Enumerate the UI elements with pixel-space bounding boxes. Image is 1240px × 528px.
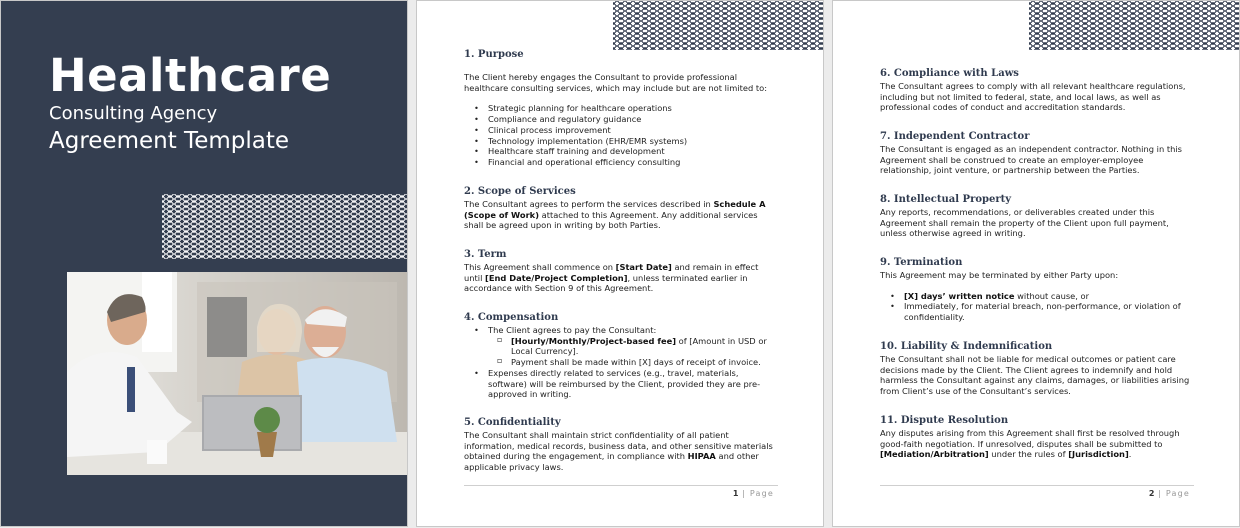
section-text: The Consultant shall not be liable for medical outcomes or patient care decisions made by the Client. The Client agrees to indemnify and hold harmless the Consultant against any claims, damages, or liabilities arising from Client’s use of the Consultant’s services. (880, 354, 1190, 397)
section-independent-contractor (880, 131, 1190, 176)
section-scope (464, 186, 774, 231)
cover-subtitle-line1: Consulting Agency (49, 103, 218, 124)
list-item: • Strategic planning for healthcare operations (464, 103, 774, 114)
list-item: • [X] days’ written notice without cause, or (880, 291, 1190, 302)
section-heading: 11. Dispute Resolution (880, 415, 1009, 426)
section-text: The Consultant is engaged as an independent contractor. Nothing in this Agreement shall be construed to create an employer-employee relationship, joint venture, or partnership between the Parties. (880, 144, 1182, 176)
section-intellectual-property (880, 194, 1190, 239)
section-text: This Agreement may be terminated by either Party upon: (880, 270, 1119, 280)
cover-title: Healthcare (49, 49, 332, 102)
section-heading: 1. Purpose (464, 49, 524, 60)
section-text: This Agreement shall commence on [Start Date] and remain in effect until [End Date/Project Completion], unless terminated earlier in accordance with Section 9 of this Agreement. (464, 262, 759, 294)
page-number: 1 | Page (732, 489, 774, 498)
section-heading: 5. Confidentiality (464, 417, 561, 428)
section-liability (880, 341, 1190, 397)
sublist-item: ▫ [Hourly/Monthly/Project-based fee] of [Amount in USD or Local Currency]. (464, 336, 774, 357)
list-item: • Healthcare staff training and development (464, 146, 774, 157)
document-page-2 (832, 0, 1240, 527)
section-heading: 9. Termination (880, 257, 963, 268)
section-text: Any disputes arising from this Agreement shall first be resolved through good-faith negotiation. If unresolved, disputes shall be submitted to [Mediation/Arbitration] under the rules of [Jurisdiction]. (880, 428, 1180, 460)
services-list (464, 103, 774, 167)
termination-list (880, 291, 1190, 323)
page-number: 2 | Page (1148, 489, 1190, 498)
section-dispute-resolution (880, 415, 1190, 460)
section-heading: 3. Term (464, 249, 507, 260)
list-item: • Expenses directly related to services (e.g., travel, materials, software) will be reimbursed by the Client, provided they are pre-approved in writing. (464, 368, 774, 400)
section-heading: 2. Scope of Services (464, 186, 576, 197)
section-text: The Consultant agrees to perform the services described in Schedule A (Scope of Work) attached to this Agreement. Any additional services shall be agreed upon in writing by both Parties. (464, 199, 766, 231)
document-page-1 (416, 0, 824, 527)
zigzag-pattern-decoration (162, 194, 408, 259)
zigzag-pattern-decoration (1029, 1, 1240, 50)
section-heading: 4. Compensation (464, 312, 559, 323)
list-item: • Compliance and regulatory guidance (464, 114, 774, 125)
list-item: • The Client agrees to pay the Consultant: (464, 325, 774, 336)
list-item: • Financial and operational efficiency consulting (464, 157, 774, 168)
section-compensation (464, 312, 774, 400)
list-item: • Immediately, for material breach, non-performance, or violation of confidentiality. (880, 301, 1190, 322)
section-compliance (880, 68, 1190, 113)
zigzag-pattern-decoration (613, 1, 824, 50)
sublist-item: ▫ Payment shall be made within [X] days of receipt of invoice. (464, 357, 774, 368)
compensation-list (464, 325, 774, 336)
section-text: Any reports, recommendations, or deliverables created under this Agreement shall remain the property of the Client upon full payment, unless otherwise agreed in writing. (880, 207, 1169, 239)
footer-divider (464, 485, 778, 486)
list-item: • Clinical process improvement (464, 125, 774, 136)
section-heading: 6. Compliance with Laws (880, 68, 1019, 79)
section-heading: 8. Intellectual Property (880, 194, 1012, 205)
section-confidentiality (464, 417, 774, 473)
section-term (464, 249, 774, 294)
section-heading: 10. Liability & Indemnification (880, 341, 1053, 352)
section-text: The Client hereby engages the Consultant to provide professional healthcare consulting services, which may include but are not limited to: (464, 72, 767, 93)
section-purpose (464, 49, 774, 168)
cover-subtitle-line2: Agreement Template (49, 128, 289, 154)
list-item: • Technology implementation (EHR/EMR systems) (464, 136, 774, 147)
cover-photo (67, 272, 408, 475)
meeting-photo-illustration (67, 272, 408, 475)
compensation-sublist (464, 336, 774, 368)
section-heading: 7. Independent Contractor (880, 131, 1030, 142)
cover-page (0, 0, 408, 527)
section-text: The Consultant shall maintain strict confidentiality of all patient information, medical records, business data, and other sensitive materials obtained during the engagement, in compliance with HIPAA and other applicable privacy laws. (464, 430, 773, 473)
footer-divider (880, 485, 1194, 486)
section-termination (880, 257, 1190, 323)
section-text: The Consultant agrees to comply with all relevant healthcare regulations, including but not limited to federal, state, and local laws, as well as professional codes of conduct and accreditation standards. (880, 81, 1186, 113)
